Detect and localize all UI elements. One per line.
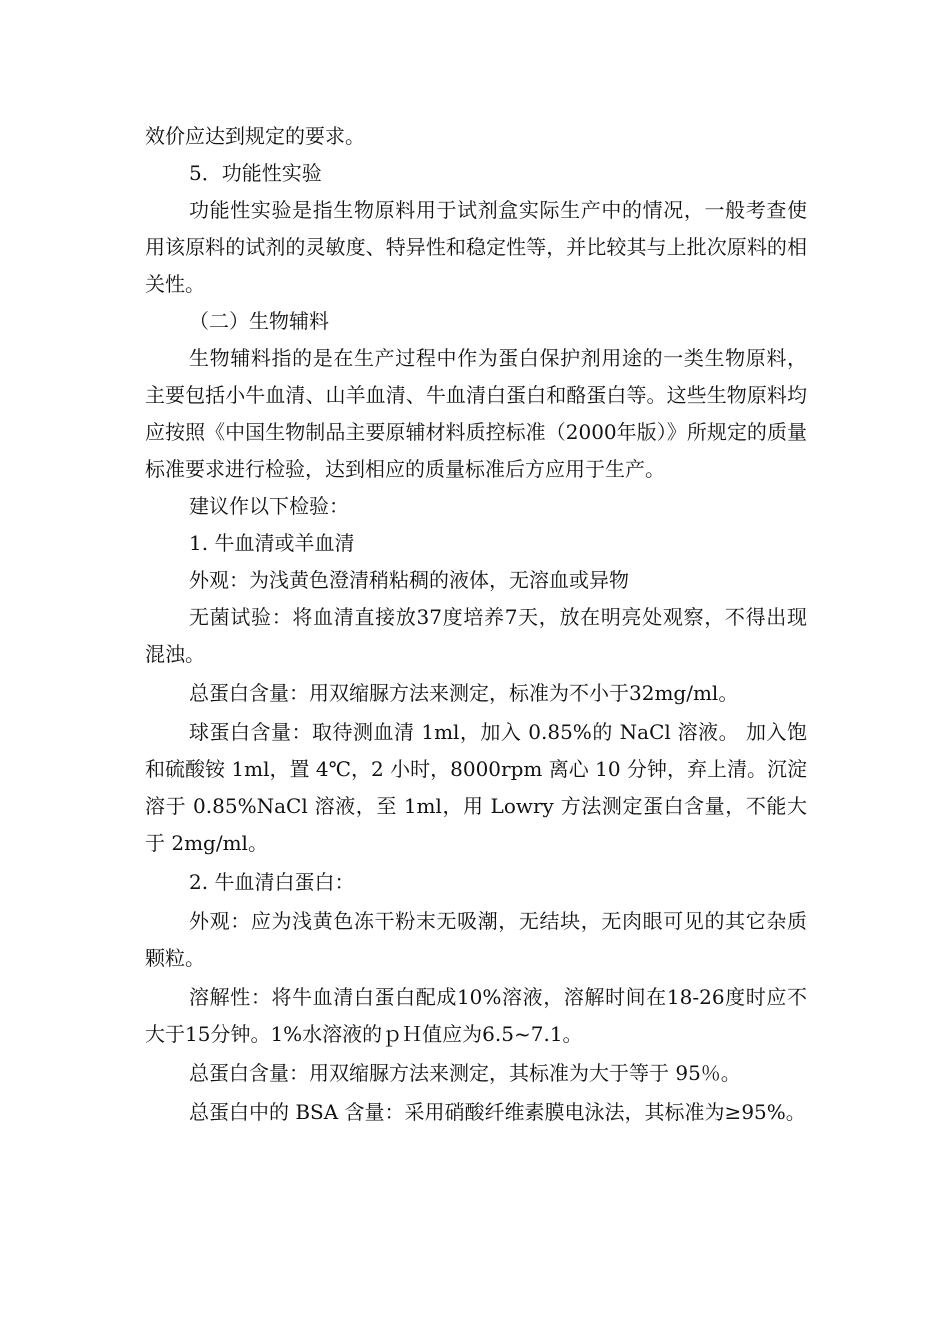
paragraph-solubility: 溶解性：将牛血清白蛋白配成10%溶液，溶解时间在18-26度时应不大于15分钟。1%水溶液的ｐＨ值应为6.5~7.1。 — [145, 985, 807, 1046]
paragraph-continuation: 效价应达到规定的要求。 — [145, 124, 365, 148]
paragraph-functional-test: 功能性实验是指生物原料用于试剂盒实际生产中的情况，一般考查使用该原料的试剂的灵敏度、特异性和稳定性等，并比较其与上批次原料的相关性。 — [145, 198, 807, 296]
paragraph-total-protein-bsa: 总蛋白含量：用双缩脲方法来测定，其标准为大于等于 95％。 — [189, 1061, 741, 1085]
paragraph-appearance-bsa: 外观：应为浅黄色冻干粉末无吸潮，无结块，无肉眼可见的其它杂质颗粒。 — [145, 909, 807, 970]
paragraph-suggested-tests: 建议作以下检验： — [189, 494, 349, 518]
paragraph-total-protein-serum: 总蛋白含量：用双缩脲方法来测定，标准为不小于32mg/ml。 — [189, 681, 739, 705]
subheading-bovine-goat-serum: 1. 牛血清或羊血清 — [189, 531, 355, 555]
paragraph-appearance-serum: 外观：为浅黄色澄清稍粘稠的液体，无溶血或异物 — [189, 568, 629, 592]
subheading-bsa: 2. 牛血清白蛋白： — [189, 870, 355, 894]
section-heading-bio-auxiliary: （二）生物辅料 — [189, 309, 329, 333]
document-body — [145, 118, 807, 1131]
section-heading-functional-test: 5．功能性实验 — [189, 161, 322, 185]
paragraph-bio-auxiliary: 生物辅料指的是在生产过程中作为蛋白保护剂用途的一类生物原料，主要包括小牛血清、山羊血清、牛血清白蛋白和酪蛋白等。这些生物原料均应按照《中国生物制品主要原辅材料质控标准（2000年版）》所规定的质量标准要求进行检验，达到相应的质量标准后方应用于生产。 — [145, 346, 807, 481]
paragraph-globulin-content: 球蛋白含量：取待测血清 1ml，加入 0.85%的 NaCl 溶液。 加入饱和硫酸铵 1ml，置 4℃，2 小时，8000rpm 离心 10 分钟，弃上清。沉淀溶于 0.85%NaCl 溶液，至 1ml，用 Lowry 方法测定蛋白含量，不能大于 2mg/ml。 — [145, 720, 807, 855]
paragraph-sterility-test: 无菌试验：将血清直接放37度培养7天，放在明亮处观察，不得出现混浊。 — [145, 605, 807, 666]
paragraph-bsa-content: 总蛋白中的 BSA 含量：采用硝酸纤维素膜电泳法，其标准为≥95%。 — [189, 1100, 806, 1124]
